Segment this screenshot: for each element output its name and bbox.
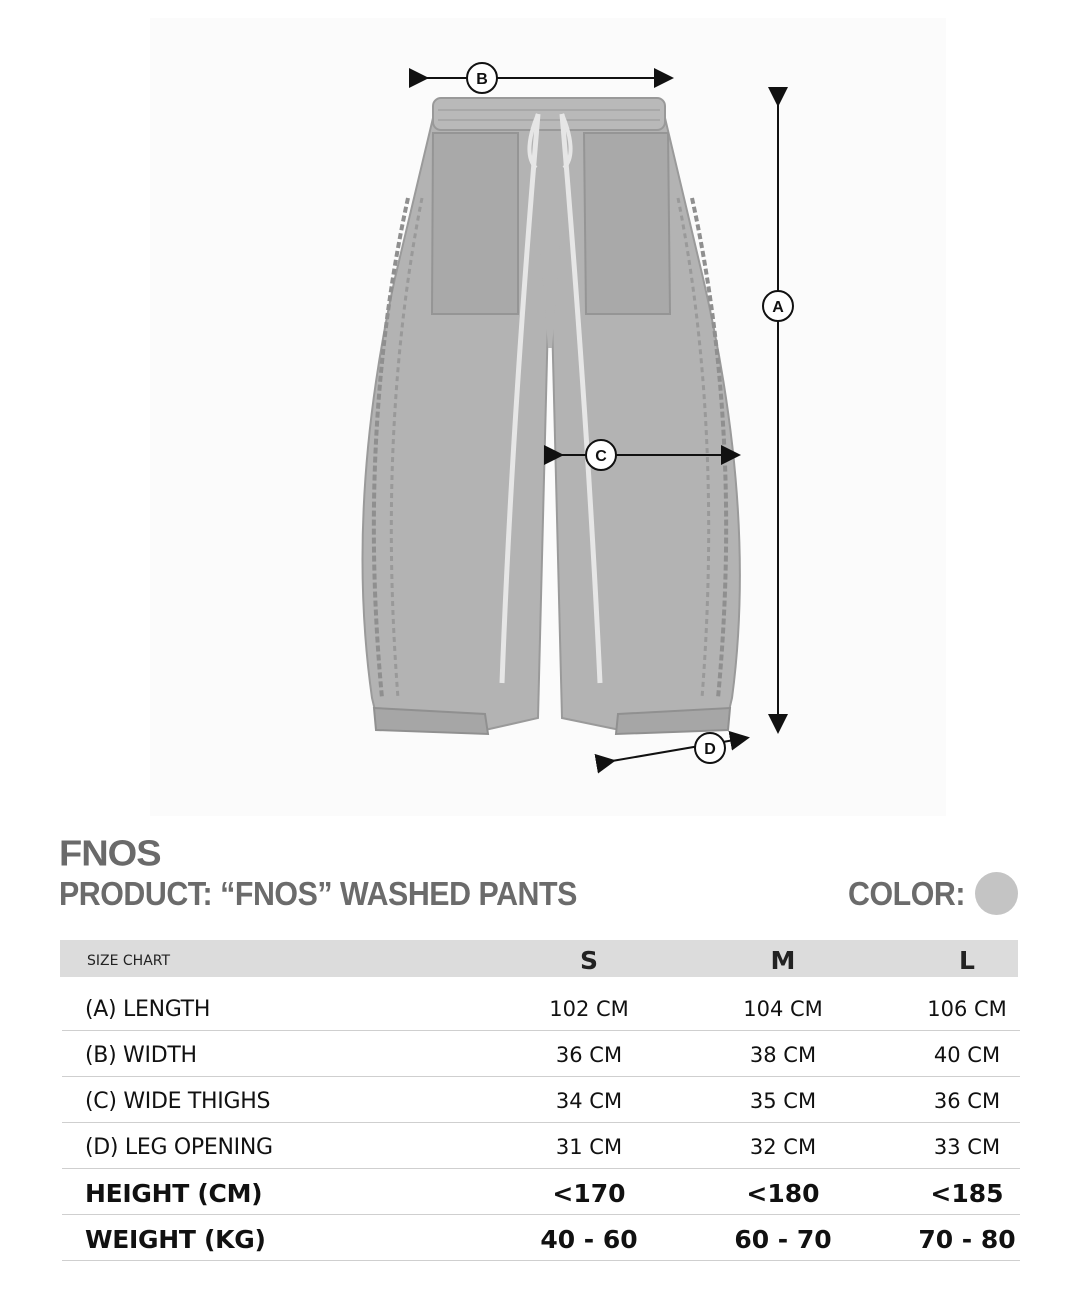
- row-label: (D) LEG OPENING: [85, 1135, 273, 1160]
- cell-l: <185: [930, 1179, 1004, 1208]
- size-chart-header: [60, 940, 1018, 977]
- size-column-s: S: [579, 946, 599, 975]
- product-title: PRODUCT: “FNOS” WASHED PANTS: [59, 875, 577, 912]
- brand-logo: FNOS: [59, 834, 161, 874]
- marker-b: B: [476, 71, 488, 88]
- cell-m: 32 CM: [749, 1135, 817, 1159]
- marker-c: C: [595, 448, 607, 465]
- cell-l: 33 CM: [933, 1135, 1001, 1159]
- cell-l: 106 CM: [927, 997, 1007, 1021]
- size-chart-label: SIZE CHART: [87, 953, 171, 969]
- size-column-m: M: [770, 946, 796, 975]
- row-label: (C) WIDE THIGHS: [85, 1089, 271, 1114]
- cell-s: 102 CM: [549, 997, 629, 1021]
- color-label: COLOR:: [848, 875, 965, 912]
- row-label: (A) LENGTH: [85, 997, 211, 1022]
- measure-a: [763, 103, 793, 730]
- table-row: [62, 1123, 1020, 1169]
- color-swatch: [975, 872, 1018, 915]
- cell-s: 40 - 60: [540, 1225, 638, 1254]
- pants-illustration: [150, 18, 946, 816]
- cell-s: 34 CM: [555, 1089, 623, 1113]
- cell-m: 38 CM: [749, 1043, 817, 1067]
- table-row: [62, 985, 1020, 1031]
- row-label: HEIGHT (CM): [85, 1179, 263, 1208]
- cell-m: <180: [746, 1179, 820, 1208]
- row-label: (B) WIDTH: [85, 1043, 197, 1068]
- product-figure: [150, 18, 946, 816]
- cell-s: 36 CM: [555, 1043, 623, 1067]
- size-column-l: L: [959, 946, 975, 975]
- cell-s: <170: [552, 1179, 626, 1208]
- measure-d: [612, 733, 746, 763]
- table-row: [62, 1215, 1020, 1261]
- cell-l: 36 CM: [933, 1089, 1001, 1113]
- marker-d: D: [704, 741, 716, 758]
- cell-m: 104 CM: [743, 997, 823, 1021]
- cell-l: 70 - 80: [918, 1225, 1016, 1254]
- table-row: [62, 1169, 1020, 1215]
- cell-l: 40 CM: [933, 1043, 1001, 1067]
- cell-s: 31 CM: [555, 1135, 623, 1159]
- cell-m: 60 - 70: [734, 1225, 832, 1254]
- cell-m: 35 CM: [749, 1089, 817, 1113]
- marker-a: A: [772, 299, 784, 316]
- table-row: [62, 1077, 1020, 1123]
- measure-b: [425, 63, 670, 93]
- row-label: WEIGHT (KG): [85, 1225, 266, 1254]
- table-row: [62, 1031, 1020, 1077]
- pants-icon: [363, 98, 740, 734]
